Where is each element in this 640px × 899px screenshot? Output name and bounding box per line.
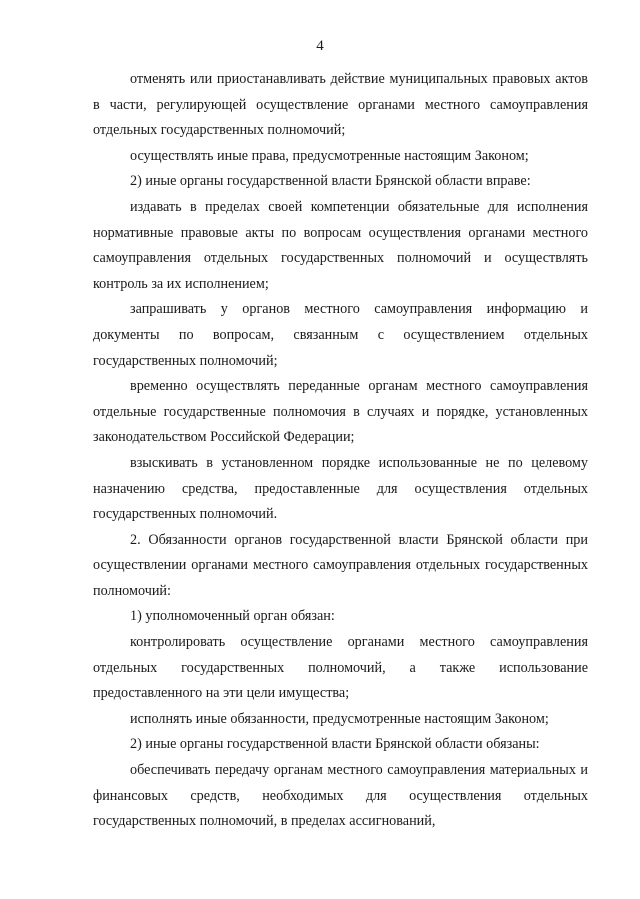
document-body: [93, 67, 588, 835]
paragraph-other-duties: исполнять иные обязанности, предусмотренные настоящим Законом;: [130, 710, 549, 727]
paragraph-request-info: запрашивать у органов местного самоуправления информацию и документы по вопросам, связанным с осуществлением отдельных государственных полномочий;: [93, 301, 588, 369]
paragraph-temporary-exercise: временно осуществлять переданные органам местного самоуправления отдельные государственные полномочия в случаях и порядке, установленных законодательством Российской Федерации;: [93, 378, 588, 446]
paragraph-other-bodies-entitled: 2) иные органы государственной власти Брянской области вправе:: [130, 173, 531, 190]
paragraph-other-rights: осуществлять иные права, предусмотренные настоящим Законом;: [130, 147, 529, 164]
page-number: 4: [316, 38, 324, 54]
paragraph-revoke-acts: отменять или приостанавливать действие муниципальных правовых актов в части, регулирующей осуществление органами местного самоуправления отдельных государственных полномочий;: [93, 71, 588, 139]
paragraph-control-exercise: контролировать осуществление органами местного самоуправления отдельных государственных полномочий, а также использование предоставленного на эти цели имущества;: [93, 634, 588, 702]
paragraph-recover-funds: взыскивать в установленном порядке использованные не по целевому назначению средства, предоставленные для осуществления отдельных государственных полномочий.: [93, 454, 588, 523]
paragraph-issue-acts: издавать в пределах своей компетенции обязательные для исполнения нормативные правовые акты по вопросам осуществления органами местного самоуправления отдельных государственных полномочий и осуществлять контроль за их исполнением;: [93, 198, 588, 292]
paragraph-ensure-transfer: обеспечивать передачу органам местного самоуправления материальных и финансовых средств, необходимых для осуществления отдельных государственных полномочий, в пределах ассигнований,: [93, 762, 588, 830]
paragraph-other-bodies-obliged: 2) иные органы государственной власти Брянской области обязаны:: [130, 736, 540, 753]
paragraph-authorized-body-obliged: 1) уполномоченный орган обязан:: [130, 608, 335, 625]
paragraph-section-2-duties: 2. Обязанности органов государственной власти Брянской области при осуществлении органами местного самоуправления отдельных государственных полномочий:: [93, 531, 588, 599]
